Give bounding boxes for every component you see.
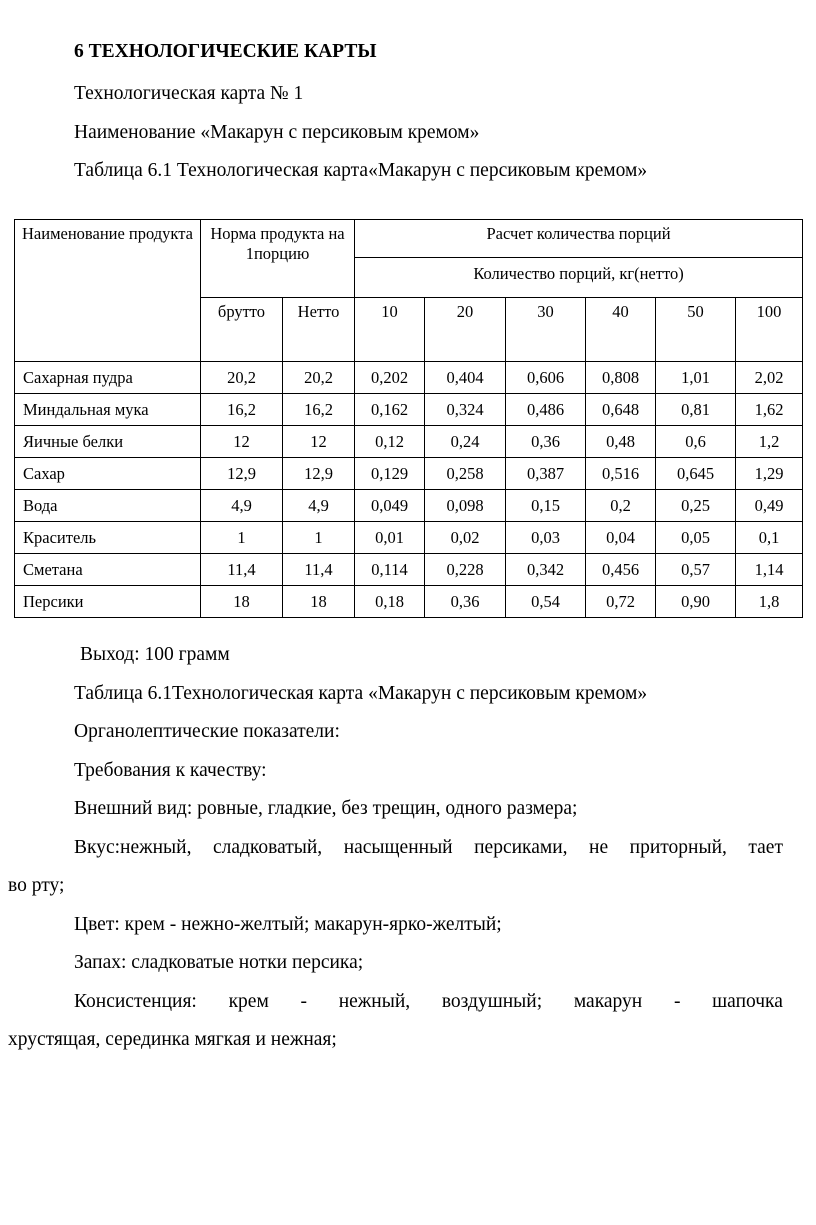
consistency-word: воздушный; xyxy=(441,991,543,1012)
header-calc: Расчет количества порций xyxy=(355,220,803,258)
row-value: 0,486 xyxy=(506,394,586,426)
row-product-name: Вода xyxy=(15,490,201,522)
table-row xyxy=(15,490,803,522)
taste-word: насыщенный xyxy=(343,837,453,858)
table-caption-2: Таблица 6.1Технологическая карта «Макарун с персиковым кремом» xyxy=(74,683,648,704)
row-value: 0,516 xyxy=(586,458,656,490)
taste-line xyxy=(74,838,783,858)
consistency-word: Консистенция: xyxy=(74,991,197,1012)
row-value: 0,36 xyxy=(425,586,506,618)
header-portion-count: 50 xyxy=(656,298,736,362)
table-row xyxy=(15,586,803,618)
row-netto: 11,4 xyxy=(283,554,355,586)
section-heading: 6 ТЕХНОЛОГИЧЕСКИЕ КАРТЫ xyxy=(74,41,377,62)
row-value: 0,48 xyxy=(586,426,656,458)
header-product-name: Наименование продукта xyxy=(15,220,201,362)
row-brutto: 12,9 xyxy=(201,458,283,490)
row-netto: 16,2 xyxy=(283,394,355,426)
consistency-word: шапочка xyxy=(712,991,783,1012)
row-value: 0,129 xyxy=(355,458,425,490)
smell-line: Запах: сладковатые нотки персика; xyxy=(74,952,364,973)
row-brutto: 4,9 xyxy=(201,490,283,522)
consistency-word: макарун xyxy=(573,991,643,1012)
row-product-name: Краситель xyxy=(15,522,201,554)
row-product-name: Сметана xyxy=(15,554,201,586)
row-brutto: 12 xyxy=(201,426,283,458)
row-value: 0,606 xyxy=(506,362,586,394)
appearance-line: Внешний вид: ровные, гладкие, без трещин, одного размера; xyxy=(74,798,578,819)
row-value: 0,05 xyxy=(656,522,736,554)
taste-word: приторный, xyxy=(629,837,727,858)
row-value: 0,25 xyxy=(656,490,736,522)
header-brutto: брутто xyxy=(201,298,283,362)
row-value: 0,324 xyxy=(425,394,506,426)
row-value: 1,14 xyxy=(736,554,803,586)
row-value: 0,456 xyxy=(586,554,656,586)
quality-heading: Требования к качеству: xyxy=(74,760,267,781)
row-value: 0,03 xyxy=(506,522,586,554)
row-netto: 4,9 xyxy=(283,490,355,522)
row-netto: 18 xyxy=(283,586,355,618)
row-value: 0,645 xyxy=(656,458,736,490)
row-value: 0,098 xyxy=(425,490,506,522)
header-portion-count: 20 xyxy=(425,298,506,362)
row-value: 0,114 xyxy=(355,554,425,586)
row-value: 0,01 xyxy=(355,522,425,554)
consistency-word: - xyxy=(673,991,681,1012)
consistency-word: нежный, xyxy=(338,991,411,1012)
row-value: 0,387 xyxy=(506,458,586,490)
organoleptic-heading: Органолептические показатели: xyxy=(74,721,340,742)
row-product-name: Сахарная пудра xyxy=(15,362,201,394)
row-product-name: Персики xyxy=(15,586,201,618)
row-value: 1,29 xyxy=(736,458,803,490)
row-value: 0,57 xyxy=(656,554,736,586)
row-brutto: 18 xyxy=(201,586,283,618)
card-title: Технологическая карта № 1 xyxy=(74,83,304,104)
row-brutto: 20,2 xyxy=(201,362,283,394)
row-netto: 12 xyxy=(283,426,355,458)
taste-word: тает xyxy=(748,837,783,858)
row-value: 0,24 xyxy=(425,426,506,458)
row-value: 1,62 xyxy=(736,394,803,426)
row-netto: 20,2 xyxy=(283,362,355,394)
row-value: 0,90 xyxy=(656,586,736,618)
taste-word: персиками, xyxy=(474,837,568,858)
row-value: 1,2 xyxy=(736,426,803,458)
taste-word: не xyxy=(589,837,609,858)
row-value: 2,02 xyxy=(736,362,803,394)
consistency-line-continued: хрустящая, серединка мягкая и нежная; xyxy=(8,1029,337,1050)
table-row xyxy=(15,362,803,394)
row-product-name: Яичные белки xyxy=(15,426,201,458)
row-value: 0,1 xyxy=(736,522,803,554)
row-product-name: Миндальная мука xyxy=(15,394,201,426)
row-value: 0,36 xyxy=(506,426,586,458)
row-brutto: 1 xyxy=(201,522,283,554)
row-value: 0,12 xyxy=(355,426,425,458)
tech-card-table xyxy=(14,219,803,618)
taste-line-continued: во рту; xyxy=(8,875,65,896)
row-value: 0,18 xyxy=(355,586,425,618)
header-portions: Количество порций, кг(нетто) xyxy=(355,258,803,298)
row-value: 0,02 xyxy=(425,522,506,554)
header-portion-count: 30 xyxy=(506,298,586,362)
row-value: 0,49 xyxy=(736,490,803,522)
row-brutto: 11,4 xyxy=(201,554,283,586)
row-value: 0,258 xyxy=(425,458,506,490)
taste-word: Вкус:нежный, xyxy=(74,837,192,858)
row-value: 0,04 xyxy=(586,522,656,554)
row-value: 1,8 xyxy=(736,586,803,618)
row-value: 0,648 xyxy=(586,394,656,426)
color-line: Цвет: крем - нежно-желтый; макарун-ярко-желтый; xyxy=(74,914,502,935)
table-row xyxy=(15,458,803,490)
header-norm: Норма продукта на 1порцию xyxy=(201,220,355,298)
row-value: 0,81 xyxy=(656,394,736,426)
product-name-line: Наименование «Макарун с персиковым кремом» xyxy=(74,122,480,143)
table-row xyxy=(15,554,803,586)
table-row xyxy=(15,522,803,554)
row-value: 0,72 xyxy=(586,586,656,618)
header-netto: Нетто xyxy=(283,298,355,362)
row-value: 1,01 xyxy=(656,362,736,394)
row-value: 0,808 xyxy=(586,362,656,394)
row-value: 0,6 xyxy=(656,426,736,458)
row-value: 0,15 xyxy=(506,490,586,522)
row-value: 0,404 xyxy=(425,362,506,394)
table-row xyxy=(15,426,803,458)
row-value: 0,162 xyxy=(355,394,425,426)
row-value: 0,049 xyxy=(355,490,425,522)
row-product-name: Сахар xyxy=(15,458,201,490)
row-value: 0,2 xyxy=(586,490,656,522)
consistency-line xyxy=(74,992,783,1012)
table-caption: Таблица 6.1 Технологическая карта«Макарун с персиковым кремом» xyxy=(74,160,648,181)
taste-word: сладковатый, xyxy=(212,837,323,858)
row-value: 0,228 xyxy=(425,554,506,586)
row-netto: 1 xyxy=(283,522,355,554)
row-value: 0,202 xyxy=(355,362,425,394)
row-value: 0,54 xyxy=(506,586,586,618)
consistency-word: крем xyxy=(228,991,269,1012)
table-row xyxy=(15,394,803,426)
row-netto: 12,9 xyxy=(283,458,355,490)
header-portion-count: 100 xyxy=(736,298,803,362)
header-portion-count: 40 xyxy=(586,298,656,362)
row-brutto: 16,2 xyxy=(201,394,283,426)
header-portion-count: 10 xyxy=(355,298,425,362)
output-line: Выход: 100 грамм xyxy=(80,644,230,665)
row-value: 0,342 xyxy=(506,554,586,586)
consistency-word: - xyxy=(300,991,307,1012)
